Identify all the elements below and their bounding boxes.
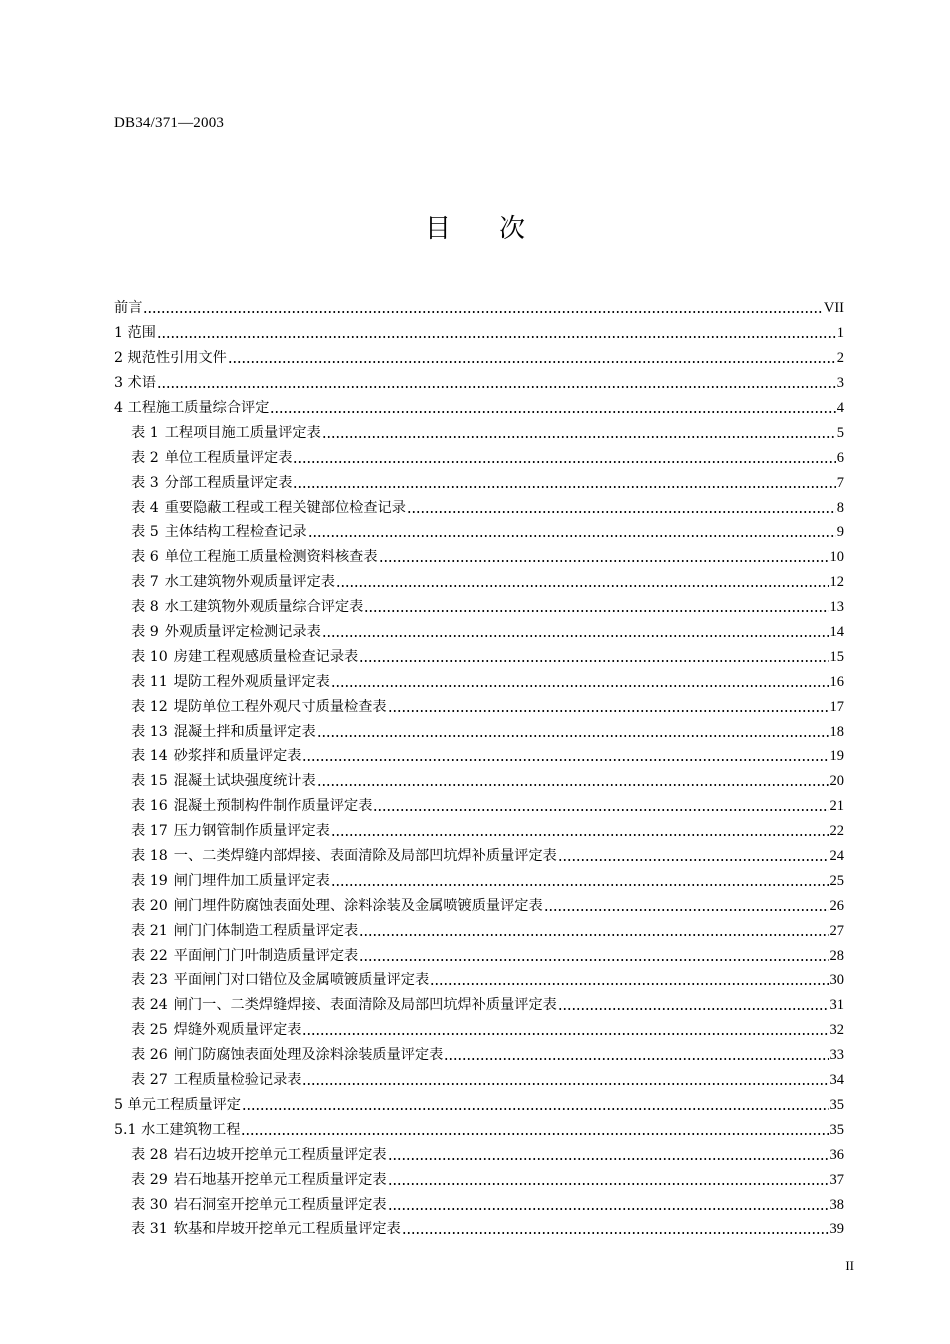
toc-entry-page: 35 [829, 1121, 844, 1138]
toc-dot-leader [157, 324, 836, 342]
toc-entry-number: 表 18 [131, 848, 168, 865]
toc-entry-page: 21 [829, 798, 844, 815]
toc-entry-page: 33 [829, 1047, 844, 1064]
page-title-char-1: 目 [424, 214, 451, 244]
toc-entry-title: 压力钢管制作质量评定表 [173, 823, 330, 840]
toc-entry[interactable] [114, 1217, 844, 1242]
toc-entry-number: 表 27 [131, 1072, 168, 1089]
toc-entry[interactable] [114, 445, 844, 470]
document-code: DB34/371—2003 [114, 115, 225, 131]
toc-entry-title: 岩石地基开挖单元工程质量评定表 [173, 1171, 387, 1188]
toc-entry-number: 表 6 [131, 549, 159, 566]
toc-entry[interactable] [114, 794, 844, 819]
toc-entry[interactable] [114, 644, 844, 669]
toc-entry-number: 表 3 [131, 474, 159, 491]
toc-dot-leader [364, 598, 828, 616]
toc-entry[interactable] [114, 1167, 844, 1192]
toc-entry-number: 表 4 [131, 499, 159, 516]
toc-entry-title: 闸门门体制造工程质量评定表 [173, 922, 359, 939]
toc-dot-leader [322, 424, 836, 442]
toc-dot-leader [388, 1171, 829, 1189]
toc-entry[interactable] [114, 968, 844, 993]
toc-entry-number: 表 12 [131, 698, 168, 715]
toc-entry-number: 表 5 [131, 524, 159, 541]
toc-entry-page: 4 [836, 400, 844, 416]
toc-entry-page: 14 [829, 624, 844, 641]
toc-dot-leader [558, 996, 829, 1014]
toc-dot-leader [317, 723, 829, 741]
toc-entry-page: 13 [829, 599, 844, 616]
toc-entry-page: 18 [829, 723, 844, 740]
toc-entry-title: 房建工程观感质量检查记录表 [173, 648, 359, 665]
toc-entry[interactable] [114, 296, 844, 321]
toc-entry[interactable] [114, 769, 844, 794]
toc-entry-title: 砂浆拌和质量评定表 [173, 748, 302, 765]
toc-dot-leader [402, 1220, 829, 1238]
toc-entry-page: 39 [829, 1221, 844, 1238]
toc-entry-title: 混凝土预制构件制作质量评定表 [173, 798, 373, 815]
toc-dot-leader [302, 747, 828, 765]
toc-dot-leader [430, 971, 828, 989]
toc-entry[interactable] [114, 1117, 844, 1142]
toc-entry-number: 表 7 [131, 574, 159, 591]
toc-dot-leader [270, 399, 835, 417]
toc-entry-number: 表 24 [131, 997, 168, 1014]
toc-entry[interactable] [114, 1068, 844, 1093]
toc-entry-page: 24 [829, 848, 844, 865]
page-number: II [845, 1258, 854, 1273]
toc-entry[interactable] [114, 520, 844, 545]
toc-dot-leader [444, 1046, 828, 1064]
toc-dot-leader [293, 449, 835, 467]
toc-dot-leader [302, 1071, 828, 1089]
toc-entry-title: 2 规范性引用文件 [114, 350, 227, 367]
toc-entry[interactable] [114, 993, 844, 1018]
toc-entry-number: 表 23 [131, 972, 168, 989]
toc-dot-leader [359, 947, 828, 965]
toc-entry-number: 表 14 [131, 748, 168, 765]
toc-dot-leader [331, 822, 829, 840]
toc-entry[interactable] [114, 943, 844, 968]
toc-entry-page: 35 [829, 1096, 844, 1113]
toc-entry-page: 28 [829, 947, 844, 964]
toc-entry-page: 16 [829, 673, 844, 690]
toc-entry-title: 闸门一、二类焊缝焊接、表面清除及局部凹坑焊补质量评定表 [173, 997, 557, 1014]
toc-entry-page: 27 [829, 922, 844, 939]
toc-entry-title: 闸门埋件防腐蚀表面处理、涂料涂装及金属喷镀质量评定表 [173, 897, 543, 914]
toc-dot-leader [331, 673, 829, 691]
toc-entry-page: 10 [829, 549, 844, 566]
toc-entry[interactable] [114, 719, 844, 744]
toc-entry[interactable] [114, 918, 844, 943]
toc-entry-page: 19 [829, 748, 844, 765]
toc-entry-number: 表 20 [131, 897, 168, 914]
table-of-contents [114, 296, 844, 1242]
toc-dot-leader [241, 1121, 828, 1139]
toc-entry-page: 9 [836, 524, 844, 541]
toc-dot-leader [317, 772, 829, 790]
toc-dot-leader [242, 1096, 828, 1114]
toc-entry-page: VII [823, 300, 844, 317]
toc-entry-number: 表 1 [131, 424, 159, 441]
toc-entry-title: 工程质量检验记录表 [173, 1072, 302, 1089]
toc-entry[interactable] [114, 495, 844, 520]
toc-entry[interactable] [114, 1142, 844, 1167]
toc-entry-title: 单位工程质量评定表 [164, 449, 293, 466]
toc-entry[interactable] [114, 570, 844, 595]
toc-entry-title: 闸门防腐蚀表面处理及涂料涂装质量评定表 [173, 1047, 444, 1064]
toc-dot-leader [373, 797, 828, 815]
toc-entry[interactable] [114, 744, 844, 769]
toc-dot-leader [407, 499, 836, 517]
toc-entry-page: 36 [829, 1146, 844, 1163]
toc-entry-number: 表 30 [131, 1196, 168, 1213]
toc-entry[interactable] [114, 620, 844, 645]
toc-entry-page: 15 [829, 648, 844, 665]
toc-entry[interactable] [114, 1192, 844, 1217]
toc-dot-leader [388, 698, 829, 716]
toc-entry-title: 混凝土拌和质量评定表 [173, 723, 316, 740]
toc-dot-leader [336, 573, 829, 591]
toc-entry-page: 30 [829, 972, 844, 989]
toc-dot-leader [558, 847, 829, 865]
toc-dot-leader [544, 897, 829, 915]
toc-dot-leader [308, 523, 836, 541]
toc-entry-number: 表 19 [131, 872, 168, 889]
toc-entry-number: 表 13 [131, 723, 168, 740]
toc-entry-page: 26 [829, 897, 844, 914]
toc-entry-page: 37 [829, 1171, 844, 1188]
toc-entry[interactable] [114, 844, 844, 869]
toc-dot-leader [388, 1196, 829, 1214]
toc-entry-page: 38 [829, 1196, 844, 1213]
toc-dot-leader [359, 648, 828, 666]
toc-entry[interactable] [114, 371, 844, 396]
toc-entry-number: 表 9 [131, 624, 159, 641]
toc-entry-title: 3 术语 [114, 375, 156, 392]
toc-entry[interactable] [114, 694, 844, 719]
toc-dot-leader [379, 548, 829, 566]
toc-entry-page: 32 [829, 1022, 844, 1039]
toc-entry-page: 17 [829, 698, 844, 715]
toc-entry-number: 表 31 [131, 1221, 168, 1238]
toc-entry-number: 表 16 [131, 798, 168, 815]
toc-entry[interactable] [114, 396, 844, 421]
toc-entry-title: 工程项目施工质量评定表 [164, 424, 321, 441]
toc-entry-title: 混凝土试块强度统计表 [173, 773, 316, 790]
toc-entry-page: 20 [829, 773, 844, 790]
toc-entry-title: 平面闸门对口错位及金属喷镀质量评定表 [173, 972, 430, 989]
toc-entry-number: 表 29 [131, 1171, 168, 1188]
toc-entry-number: 表 2 [131, 449, 159, 466]
toc-entry-number: 表 26 [131, 1047, 168, 1064]
toc-entry-number: 表 17 [131, 823, 168, 840]
toc-entry[interactable] [114, 420, 844, 445]
toc-entry-title: 水工建筑物外观质量评定表 [164, 574, 335, 591]
toc-dot-leader [302, 1021, 828, 1039]
toc-entry-title: 闸门埋件加工质量评定表 [173, 872, 330, 889]
toc-entry[interactable] [114, 893, 844, 918]
toc-entry[interactable] [114, 868, 844, 893]
toc-entry-title: 5.1 水工建筑物工程 [114, 1121, 241, 1138]
toc-entry-page: 34 [829, 1072, 844, 1089]
toc-entry-title: 前言 [114, 300, 143, 317]
toc-entry-title: 1 范围 [114, 325, 156, 342]
toc-entry[interactable] [114, 819, 844, 844]
toc-entry-title: 堤防单位工程外观尺寸质量检查表 [173, 698, 387, 715]
page-title [0, 208, 950, 245]
toc-entry[interactable] [114, 1093, 844, 1118]
toc-entry-title: 单位工程施工质量检测资料核查表 [164, 549, 378, 566]
toc-entry-title: 外观质量评定检测记录表 [164, 624, 321, 641]
toc-entry-title: 主体结构工程检查记录 [164, 524, 307, 541]
toc-entry-number: 表 21 [131, 922, 168, 939]
toc-entry-page: 2 [836, 350, 844, 367]
toc-entry[interactable] [114, 346, 844, 371]
toc-entry[interactable] [114, 595, 844, 620]
toc-entry[interactable] [114, 470, 844, 495]
toc-entry[interactable] [114, 1043, 844, 1068]
toc-entry[interactable] [114, 1018, 844, 1043]
toc-entry-number: 表 22 [131, 947, 168, 964]
toc-entry-page: 7 [836, 474, 844, 491]
toc-entry-number: 表 25 [131, 1022, 168, 1039]
toc-entry-title: 水工建筑物外观质量综合评定表 [164, 599, 364, 616]
page-title-char-2: 次 [499, 214, 526, 244]
toc-entry-title: 岩石边坡开挖单元工程质量评定表 [173, 1146, 387, 1163]
toc-entry-title: 焊缝外观质量评定表 [173, 1022, 302, 1039]
toc-dot-leader [388, 1146, 829, 1164]
toc-entry[interactable] [114, 321, 844, 346]
toc-entry-page: 12 [829, 574, 844, 591]
toc-entry-page: 25 [829, 872, 844, 889]
toc-entry-title: 岩石洞室开挖单元工程质量评定表 [173, 1196, 387, 1213]
toc-dot-leader [228, 349, 836, 367]
toc-entry-page: 22 [829, 823, 844, 840]
toc-entry-page: 8 [836, 499, 844, 516]
toc-entry-number: 表 11 [131, 673, 168, 690]
toc-entry-title: 软基和岸坡开挖单元工程质量评定表 [173, 1221, 401, 1238]
toc-entry-title: 重要隐蔽工程或工程关键部位检查记录 [164, 499, 406, 516]
toc-entry-page: 3 [836, 375, 844, 392]
toc-entry-page: 5 [836, 424, 844, 441]
toc-entry-title: 5 单元工程质量评定 [114, 1096, 242, 1113]
toc-entry[interactable] [114, 545, 844, 570]
toc-entry-page: 1 [836, 325, 844, 342]
toc-entry-title: 一、二类焊缝内部焊接、表面清除及局部凹坑焊补质量评定表 [173, 848, 557, 865]
toc-dot-leader [331, 872, 829, 890]
toc-dot-leader [143, 299, 822, 317]
toc-dot-leader [322, 623, 829, 641]
toc-entry-number: 表 28 [131, 1146, 168, 1163]
toc-entry-title: 平面闸门门叶制造质量评定表 [173, 947, 359, 964]
toc-entry-number: 表 10 [131, 648, 168, 665]
toc-entry-page: 6 [836, 449, 844, 466]
toc-entry-number: 表 8 [131, 599, 159, 616]
toc-entry-number: 表 15 [131, 773, 168, 790]
toc-entry-title: 分部工程质量评定表 [164, 474, 293, 491]
toc-dot-leader [359, 922, 828, 940]
toc-entry-title: 堤防工程外观质量评定表 [173, 673, 330, 690]
toc-entry[interactable] [114, 669, 844, 694]
toc-entry-page: 31 [829, 997, 844, 1014]
toc-dot-leader [157, 374, 836, 392]
toc-entry-title: 4 工程施工质量综合评定 [114, 400, 270, 416]
toc-dot-leader [293, 474, 835, 492]
